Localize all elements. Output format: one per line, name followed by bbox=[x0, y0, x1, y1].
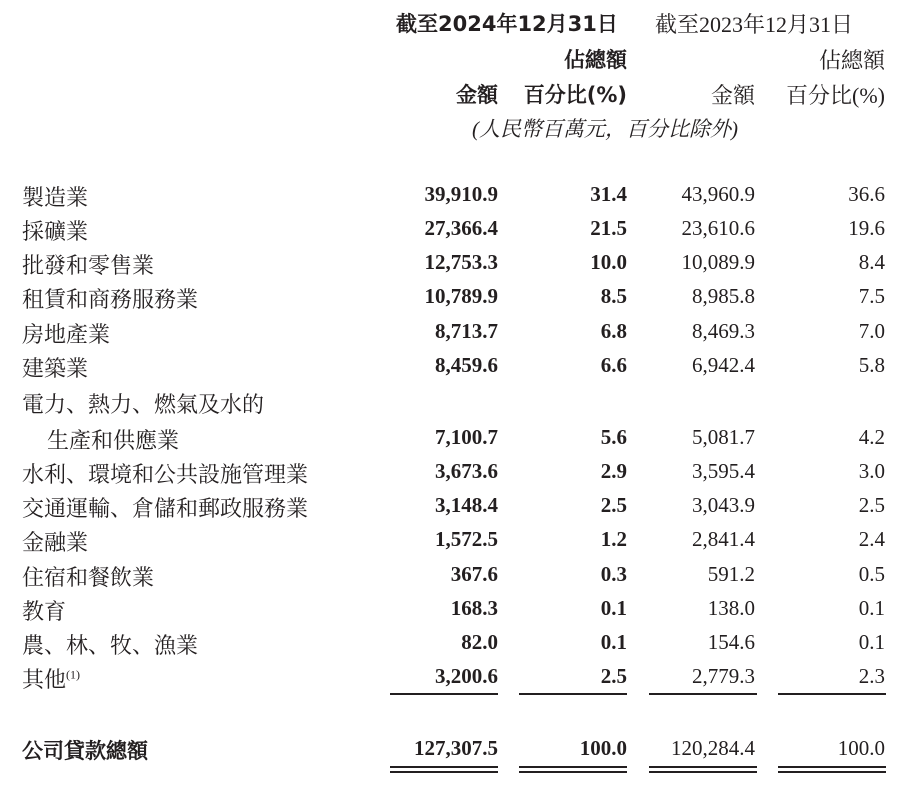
percent-2023-cell: 4.2 bbox=[858, 425, 885, 449]
total-double-rule bbox=[390, 771, 498, 773]
amount-2024-cell: 3,673.6 bbox=[435, 459, 498, 483]
amount-2023-cell: 154.6 bbox=[707, 630, 755, 654]
subtotal-rule bbox=[778, 693, 886, 695]
total-double-rule bbox=[390, 766, 498, 768]
row-label: 住宿和餐飲業 bbox=[22, 565, 155, 590]
percent-2024-cell: 6.6 bbox=[600, 353, 627, 377]
total-double-rule bbox=[649, 771, 757, 773]
percent-2023-cell: 0.1 bbox=[858, 630, 885, 654]
total-double-rule bbox=[519, 766, 627, 768]
percent-2024-cell: 1.2 bbox=[600, 527, 627, 551]
amount-2023-cell: 2,779.3 bbox=[692, 664, 755, 688]
percent-2023-cell: 5.8 bbox=[858, 353, 885, 377]
subtotal-rule bbox=[519, 693, 627, 695]
total-amount-2023: 120,284.4 bbox=[671, 736, 755, 760]
total-percent-2023: 100.0 bbox=[837, 736, 885, 760]
amount-2024-cell: 39,910.9 bbox=[424, 182, 498, 206]
percent-2023-cell: 2.4 bbox=[858, 527, 885, 551]
amount-2023-cell: 8,985.8 bbox=[692, 284, 755, 308]
percent-2024-cell: 5.6 bbox=[600, 425, 627, 449]
amount-2023-cell: 8,469.3 bbox=[692, 319, 755, 343]
percent-2023-heading: 百分比(%) bbox=[786, 83, 885, 108]
total-double-rule bbox=[519, 771, 627, 773]
percent-2024-cell: 31.4 bbox=[590, 182, 627, 206]
total-label: 公司貸款總額 bbox=[22, 739, 148, 763]
amount-2023-cell: 591.2 bbox=[707, 562, 755, 586]
total-double-rule bbox=[649, 766, 757, 768]
period-2024-heading: 截至2024年12月31日 bbox=[396, 12, 618, 36]
amount-2024-cell: 8,713.7 bbox=[435, 319, 498, 343]
row-label: 租賃和商務服務業 bbox=[22, 287, 199, 312]
share-total-2023-heading: 佔總額 bbox=[818, 48, 885, 73]
percent-2023-cell: 7.5 bbox=[858, 284, 885, 308]
amount-2023-cell: 138.0 bbox=[707, 596, 755, 620]
percent-2024-cell: 8.5 bbox=[600, 284, 627, 308]
row-label: 採礦業 bbox=[22, 219, 89, 244]
row-label: 教育 bbox=[22, 599, 67, 624]
total-percent-2024: 100.0 bbox=[579, 736, 627, 760]
percent-2023-cell: 0.1 bbox=[858, 596, 885, 620]
subtotal-rule bbox=[390, 693, 498, 695]
row-label-continuation: 生產和供應業 bbox=[47, 428, 180, 453]
unit-note: (人民幣百萬元，百分比除外) bbox=[472, 117, 738, 141]
amount-2023-cell: 10,089.9 bbox=[681, 250, 755, 274]
percent-2024-cell: 10.0 bbox=[590, 250, 627, 274]
percent-2024-cell: 21.5 bbox=[590, 216, 627, 240]
amount-2024-cell: 12,753.3 bbox=[424, 250, 498, 274]
row-label: 農、林、牧、漁業 bbox=[22, 633, 199, 658]
amount-2023-cell: 3,043.9 bbox=[692, 493, 755, 517]
row-label: 建築業 bbox=[22, 356, 89, 381]
amount-2024-cell: 168.3 bbox=[450, 596, 498, 620]
amount-2024-cell: 10,789.9 bbox=[424, 284, 498, 308]
row-label: 金融業 bbox=[22, 530, 89, 555]
row-label: 批發和零售業 bbox=[22, 253, 155, 278]
percent-2023-cell: 0.5 bbox=[858, 562, 885, 586]
percent-2024-cell: 2.5 bbox=[600, 664, 627, 688]
percent-2024-cell: 2.5 bbox=[600, 493, 627, 517]
subtotal-rule bbox=[649, 693, 757, 695]
total-double-rule bbox=[778, 771, 886, 773]
row-label: 交通運輸、倉儲和郵政服務業 bbox=[22, 496, 309, 521]
percent-2023-cell: 36.6 bbox=[848, 182, 885, 206]
percent-2024-cell: 0.1 bbox=[600, 596, 627, 620]
amount-2023-cell: 3,595.4 bbox=[692, 459, 755, 483]
period-2023-heading: 截至2023年12月31日 bbox=[655, 12, 854, 37]
percent-2023-cell: 7.0 bbox=[858, 319, 885, 343]
row-label: 電力、熱力、燃氣及水的 bbox=[22, 392, 265, 417]
row-label: 水利、環境和公共設施管理業 bbox=[22, 462, 309, 487]
amount-2023-cell: 23,610.6 bbox=[681, 216, 755, 240]
total-double-rule bbox=[778, 766, 886, 768]
amount-2024-heading: 金額 bbox=[456, 83, 498, 107]
percent-2024-cell: 0.3 bbox=[600, 562, 627, 586]
amount-2023-heading: 金額 bbox=[710, 83, 755, 108]
amount-2024-cell: 1,572.5 bbox=[435, 527, 498, 551]
percent-2023-cell: 8.4 bbox=[858, 250, 885, 274]
percent-2024-cell: 2.9 bbox=[600, 459, 627, 483]
percent-2024-cell: 6.8 bbox=[600, 319, 627, 343]
amount-2024-cell: 8,459.6 bbox=[435, 353, 498, 377]
percent-2024-cell: 0.1 bbox=[600, 630, 627, 654]
amount-2024-cell: 367.6 bbox=[450, 562, 498, 586]
amount-2024-cell: 3,200.6 bbox=[435, 664, 498, 688]
percent-2023-cell: 3.0 bbox=[858, 459, 885, 483]
total-amount-2024: 127,307.5 bbox=[414, 736, 498, 760]
percent-2023-cell: 19.6 bbox=[848, 216, 885, 240]
percent-2024-heading: 百分比(%) bbox=[523, 83, 627, 107]
amount-2023-cell: 43,960.9 bbox=[681, 182, 755, 206]
amount-2023-cell: 5,081.7 bbox=[692, 425, 755, 449]
row-label-text: 其他 bbox=[22, 667, 67, 692]
amount-2023-cell: 2,841.4 bbox=[692, 527, 755, 551]
row-label: 房地產業 bbox=[22, 322, 111, 347]
amount-2024-cell: 7,100.7 bbox=[435, 425, 498, 449]
row-label bbox=[22, 663, 80, 694]
amount-2023-cell: 6,942.4 bbox=[692, 353, 755, 377]
amount-2024-cell: 3,148.4 bbox=[435, 493, 498, 517]
amount-2024-cell: 82.0 bbox=[461, 630, 498, 654]
row-label: 製造業 bbox=[22, 185, 89, 210]
percent-2023-cell: 2.3 bbox=[858, 664, 885, 688]
footnote-marker: (1) bbox=[66, 667, 81, 682]
amount-2024-cell: 27,366.4 bbox=[424, 216, 498, 240]
share-total-2024-heading: 佔總額 bbox=[564, 48, 627, 72]
percent-2023-cell: 2.5 bbox=[858, 493, 885, 517]
